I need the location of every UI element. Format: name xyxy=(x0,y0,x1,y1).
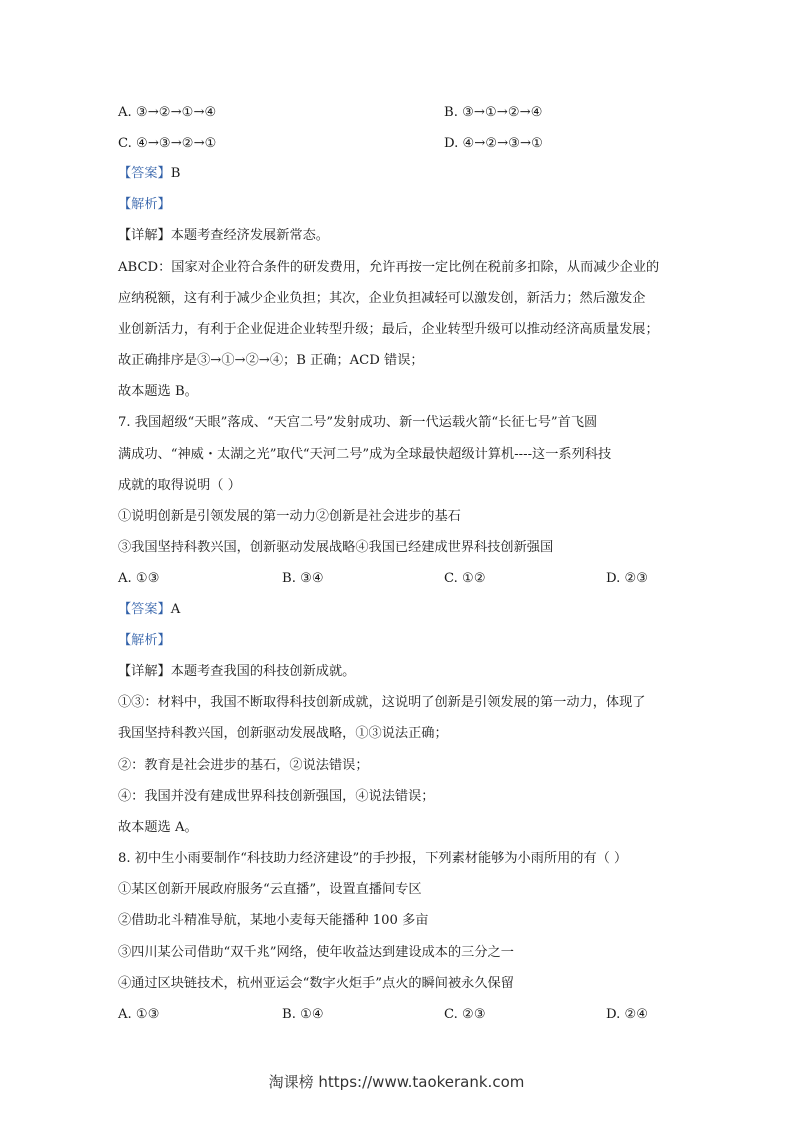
q8-option-a: A. ①③ xyxy=(118,1007,160,1022)
q7-option-c: C. ①② xyxy=(444,571,486,586)
answer-tag: 【答案】 xyxy=(118,602,171,617)
q6-detail-line xyxy=(118,227,678,245)
q8-stem: 8. 初中生小雨要制作“科技助力经济建设”的手抄报，下列素材能够为小雨所用的有（ ） xyxy=(118,851,628,866)
q7-stem-line: 7. 我国超级“天眼”落成、“天宫二号”发射成功、新一代运载火箭“长征七号”首飞圆 xyxy=(118,415,598,430)
q6-option-a: A. ③→②→①→④ xyxy=(118,105,217,120)
q6-option-b: B. ③→①→②→④ xyxy=(444,105,543,120)
q8-option-d: D. ②④ xyxy=(606,1007,649,1022)
q6-option-c: C. ④→③→②→① xyxy=(118,136,217,151)
q8-option-c: C. ②③ xyxy=(444,1007,486,1022)
q6-answer-line xyxy=(118,165,678,183)
footer-watermark: 淘课榜 https://www.taokerank.com xyxy=(268,1073,525,1091)
q8-option-b: B. ①④ xyxy=(282,1007,324,1022)
q7-option-b: B. ③④ xyxy=(282,571,324,586)
q7-statement: ③我国坚持科教兴国，创新驱动发展战略④我国已经建成世界科技创新强国 xyxy=(118,540,554,555)
q6-body-line: 业创新活力，有利于企业促进企业转型升级；最后，企业转型升级可以推动经济高质量发展； xyxy=(118,322,659,337)
q8-statement: ③四川某公司借助“双千兆”网络，使年收益达到建设成本的三分之一 xyxy=(118,945,514,960)
q7-body-line: 我国坚持科教兴国，创新驱动发展战略，①③说法正确； xyxy=(118,726,448,741)
answer-value: B xyxy=(170,166,181,181)
q7-analysis-tag: 【解析】 xyxy=(118,633,171,648)
q7-stem-line: 满成功、“神威・太湖之光”取代“天河二号”成为全球最快超级计算机----这一系列科技 xyxy=(118,447,612,462)
q7-stem-line: 成就的取得说明（ ） xyxy=(118,478,241,493)
q6-analysis-tag: 【解析】 xyxy=(118,197,171,212)
q7-answer-line xyxy=(118,601,678,619)
q7-statement: ①说明创新是引领发展的第一动力②创新是社会进步的基石 xyxy=(118,509,461,524)
answer-value: A xyxy=(170,602,181,617)
detail-text: 本题考查经济发展新常态。 xyxy=(170,228,329,243)
q7-body-line: ①③：材料中，我国不断取得科技创新成就，这说明了创新是引领发展的第一动力，体现了 xyxy=(118,695,646,710)
q8-statement: ④通过区块链技术，杭州亚运会“数字火炬手”点火的瞬间被永久保留 xyxy=(118,976,514,991)
q8-statement: ②借助北斗精准导航，某地小麦每天能播种 100 多亩 xyxy=(118,913,429,928)
q6-body-line: ABCD：国家对企业符合条件的研发费用，允许再按一定比例在税前多扣除，从而减少企业的 xyxy=(118,260,660,275)
q7-option-a: A. ①③ xyxy=(118,571,160,586)
q8-statement: ①某区创新开展政府服务“云直播”，设置直播间专区 xyxy=(118,882,422,897)
q6-body-line: 故本题选 B。 xyxy=(118,384,198,399)
answer-tag: 【答案】 xyxy=(118,166,171,181)
detail-tag: 【详解】 xyxy=(118,228,171,243)
q6-body-line: 应纳税额，这有利于减少企业负担；其次，企业负担减轻可以激发创，新活力；然后激发企 xyxy=(118,291,646,306)
q6-body-line: 故正确排序是③→①→②→④；B 正确；ACD 错误； xyxy=(118,353,424,368)
q7-detail-line xyxy=(118,663,678,681)
detail-tag: 【详解】 xyxy=(118,664,171,679)
q7-option-d: D. ②③ xyxy=(606,571,649,586)
q7-body-line: ②：教育是社会进步的基石，②说法错误； xyxy=(118,758,369,773)
q7-body-line: ④：我国并没有建成世界科技创新强国，④说法错误； xyxy=(118,789,435,804)
q7-body-line: 故本题选 A。 xyxy=(118,820,198,835)
detail-text: 本题考查我国的科技创新成就。 xyxy=(170,664,356,679)
q6-option-d: D. ④→②→③→① xyxy=(444,136,543,151)
